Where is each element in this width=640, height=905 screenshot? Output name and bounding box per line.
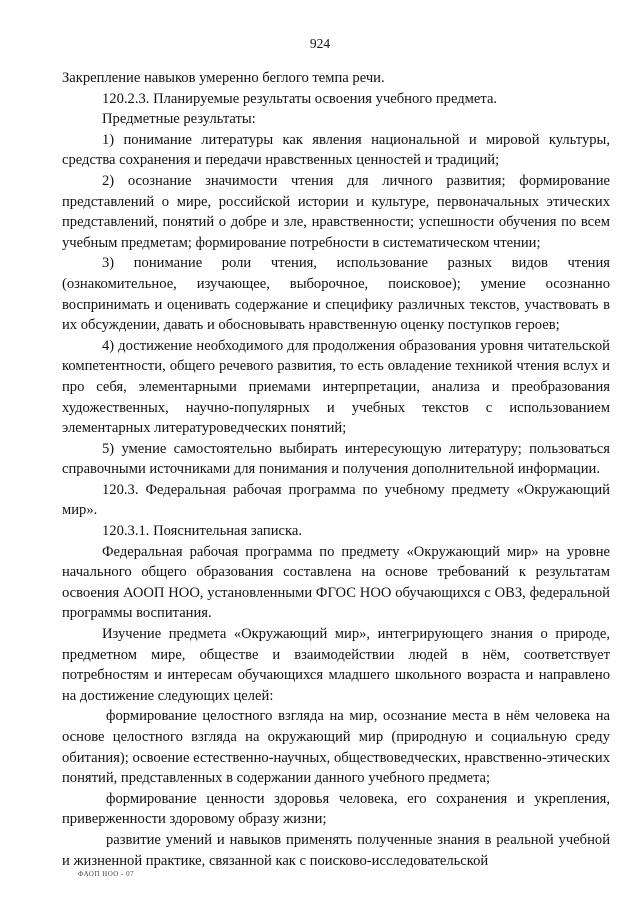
footer-document-code: ФАОП НОО - 07 (78, 870, 135, 878)
goal-item-skills: развитие умений и навыков применять полученные знания в реальной учебной и жизненной практике, связанной как с поисково-исследовательской (62, 831, 610, 869)
document-body (62, 68, 610, 871)
list-item-2: 2) осознание значимости чтения для личного развития; формирование представлений о мире, российской истории и культуре, первоначальных этических представлений, понятий о добре и зле, нравственности; успешности обучения по всем учебным предметам; формирование потребности в систематическом чтении; (62, 172, 610, 251)
paragraph-program-basis: Федеральная рабочая программа по предмету «Окружающий мир» на уровне начального общего образования составлена на основе требований к результатам освоения АООП НОО, установленными ФГОС НОО обучающихся с ОВЗ, федеральной программы воспитания. (62, 543, 610, 622)
page-number: 924 (309, 36, 331, 51)
goal-item-health: формирование ценности здоровья человека, его сохранения и укрепления, приверженности здоровому образу жизни; (62, 790, 610, 828)
goal-item-worldview: формирование целостного взгляда на мир, осознание места в нём человека на основе целостного взгляда на окружающий мир (природную и социальную среду обитания); освоение естественно-научных, обществоведческих, нравственно-этических понятий, представленных в содержании данного учебного предмета; (62, 708, 610, 787)
list-item-5: 5) умение самостоятельно выбирать интересующую литературу; пользоваться справочными источниками для понимания и получения дополнительной информации. (62, 440, 610, 478)
list-item-1: 1) понимание литературы как явления национальной и мировой культуры, средства сохранения и передачи нравственных ценностей и традиций; (62, 131, 610, 169)
section-heading-120-3: 120.3. Федеральная рабочая программа по учебному предмету «Окружающий мир». (62, 481, 610, 519)
paragraph-subject-results-label: Предметные результаты: (102, 111, 256, 128)
paragraph-subject-study: Изучение предмета «Окружающий мир», интегрирующего знания о природе, предметном мире, обществе и взаимодействии людей в нём, соответствует потребностям и интересам обучающихся младшего школьного возраста и направлено на достижение следующих целей: (62, 626, 610, 704)
list-item-3: 3) понимание роли чтения, использование разных видов чтения (ознакомительное, изучающее, выборочное, поисковое); умение осознанно воспринимать и оценивать содержание и специфику различных текстов, участвовать в их обсуждении, давать и обосновывать нравственную оценку поступков героев; (62, 255, 610, 334)
list-item-4: 4) достижение необходимого для продолжения образования уровня читательской компетентности, общего речевого развития, то есть овладение техникой чтения вслух и про себя, элементарными приемами интерпретации, анализа и преобразования художественных, научно-популярных и учебных текстов с использованием элементарных литературоведческих понятий; (62, 337, 610, 437)
paragraph-intro: Закрепление навыков умеренно беглого темпа речи. (62, 70, 385, 86)
section-heading-120-3-1: 120.3.1. Пояснительная записка. (102, 523, 303, 540)
section-heading-120-2-3: 120.2.3. Планируемые результаты освоения учебного предмета. (102, 90, 498, 107)
